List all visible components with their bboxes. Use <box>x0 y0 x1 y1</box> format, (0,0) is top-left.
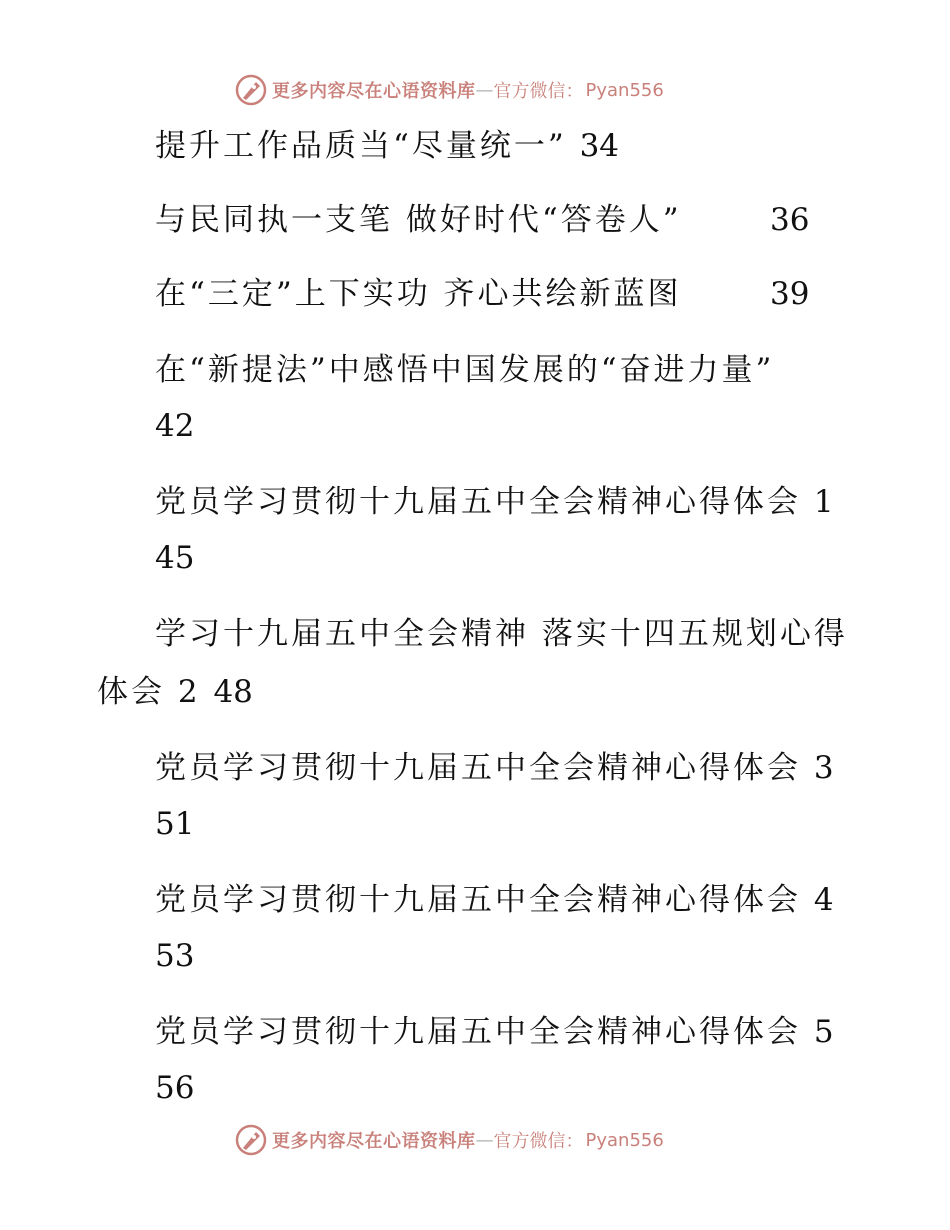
pen-nib-logo-icon <box>234 1123 268 1157</box>
toc-entry-title: 在“三定”上下实功 齐心共绘新蓝图 <box>155 276 682 312</box>
toc-entry-5 <box>155 482 837 522</box>
banner-main-text: 更多内容尽在心语资料库 <box>272 81 476 102</box>
toc-entry-3 <box>155 274 682 314</box>
toc-entry-title: 党员学习贯彻十九届五中全会精神心得体会 3 <box>155 750 837 786</box>
pen-nib-logo-icon <box>234 73 268 107</box>
toc-entry-title: 与民同执一支笔 做好时代“答卷人” <box>155 202 682 238</box>
toc-entry-page: 48 <box>213 674 253 710</box>
toc-entry-title-line1: 学习十九届五中全会精神 落实十四五规划心得 <box>155 616 848 652</box>
toc-entry-title: 党员学习贯彻十九届五中全会精神心得体会 4 <box>155 882 837 918</box>
toc-entry-title: 党员学习贯彻十九届五中全会精神心得体会 1 <box>155 484 837 520</box>
toc-entry-7-page: 51 <box>155 806 195 842</box>
header-watermark-banner <box>234 72 664 108</box>
toc-entry-title-line2: 体会 2 <box>97 674 201 710</box>
toc-entry-3-page: 39 <box>770 276 810 312</box>
toc-entry-4-page: 42 <box>155 408 195 444</box>
banner-account-id: Pyan556 <box>585 1129 664 1151</box>
toc-entry-9 <box>155 1012 837 1052</box>
toc-entry-2 <box>155 200 682 240</box>
toc-entry-title: 在“新提法”中感悟中国发展的“奋进力量” <box>155 352 775 388</box>
toc-entry-title: 提升工作品质当“尽量统一” <box>155 128 567 164</box>
toc-entry-title: 党员学习贯彻十九届五中全会精神心得体会 5 <box>155 1014 837 1050</box>
toc-entry-1 <box>155 126 619 166</box>
toc-entry-6 <box>155 614 848 654</box>
toc-entry-9-page: 56 <box>155 1070 195 1106</box>
toc-entry-8 <box>155 880 837 920</box>
toc-entry-4 <box>155 350 774 390</box>
toc-entry-page: 34 <box>579 128 620 164</box>
banner-main-text: 更多内容尽在心语资料库 <box>272 1131 476 1152</box>
banner-account-id: Pyan556 <box>585 79 664 101</box>
banner-account-label: 官方微信： <box>493 1131 584 1152</box>
toc-entry-2-page: 36 <box>770 202 810 238</box>
toc-entry-8-page: 53 <box>155 938 195 974</box>
banner-dash: — <box>475 1129 494 1151</box>
footer-watermark-banner <box>234 1122 664 1158</box>
toc-entry-6-cont <box>97 672 253 712</box>
toc-entry-5-page: 45 <box>155 540 195 576</box>
banner-dash: — <box>475 79 494 101</box>
toc-entry-7 <box>155 748 837 788</box>
banner-account-label: 官方微信： <box>493 81 584 102</box>
